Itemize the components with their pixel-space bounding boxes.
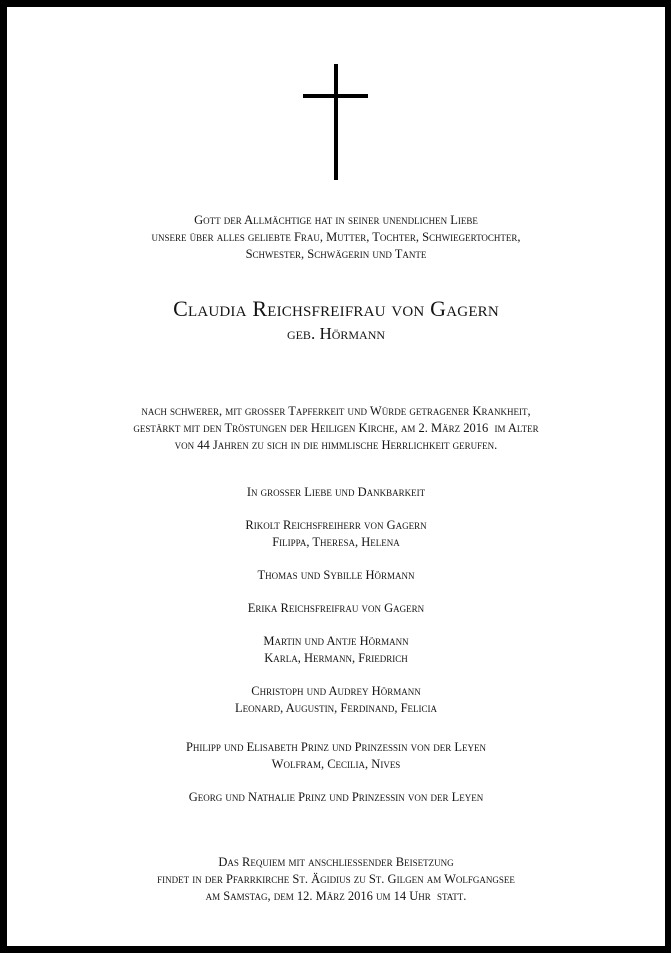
deceased-name: Claudia Reichsfreifrau von Gagern xyxy=(173,296,499,321)
intro-line: unsere über alles geliebte Frau, Mutter, Tochter, Schwiegertochter, xyxy=(151,230,521,244)
mourner-line: Georg und Nathalie Prinz und Prinzessin von der Leyen xyxy=(188,790,484,804)
mourner-line: Karla, Hermann, Friedrich xyxy=(264,651,408,665)
funeral-notice xyxy=(7,854,665,905)
mourner-line: Christoph und Audrey Hörmann xyxy=(251,684,421,698)
mourner-group xyxy=(7,567,665,584)
funeral-notice-line: Das Requiem mit anschliessender Beisetzung xyxy=(218,855,454,869)
statement-line: gestärkt mit den Tröstungen der Heiligen Kirche, am 2. März 2016 im Alter xyxy=(133,421,539,435)
mourner-line: Filippa, Theresa, Helena xyxy=(272,535,400,549)
intro-line: Gott der Allmächtige hat in seiner unendlichen Liebe xyxy=(194,213,478,227)
mourner-group xyxy=(7,600,665,617)
mourners-heading: In grosser Liebe und Dankbarkeit xyxy=(246,485,426,499)
deceased-maiden-name: geb. Hörmann xyxy=(286,324,386,343)
mourner-group xyxy=(7,517,665,551)
intro-text xyxy=(7,212,665,263)
mourner-line: Rikolt Reichsfreiherr von Gagern xyxy=(245,518,427,532)
statement-line: nach schwerer, mit grosser Tapferkeit und Würde getragener Krankheit, xyxy=(141,404,531,418)
funeral-notice-line: findet in der Pfarrkirche St. Ägidius zu St. Gilgen am Wolfgangsee xyxy=(157,872,515,886)
mourner-line: Philipp und Elisabeth Prinz und Prinzessin von der Leyen xyxy=(185,740,487,754)
cross-horizontal-bar xyxy=(303,94,368,98)
mourner-group xyxy=(7,633,665,667)
mourners-list xyxy=(7,484,665,806)
cross-vertical-bar xyxy=(334,64,338,180)
mourner-group xyxy=(7,683,665,717)
deceased-block xyxy=(7,295,665,345)
obituary-page xyxy=(7,7,665,946)
mourner-group xyxy=(7,739,665,773)
mourner-line: Erika Reichsfreifrau von Gagern xyxy=(247,601,425,615)
mourner-line: Wolfram, Cecilia, Nives xyxy=(271,757,401,771)
mourner-line: Martin und Antje Hörmann xyxy=(263,634,409,648)
mourner-line: Thomas und Sybille Hörmann xyxy=(257,568,415,582)
mourner-group xyxy=(7,789,665,806)
statement-line: von 44 Jahren zu sich in die himmlische Herrlichkeit gerufen. xyxy=(174,438,498,452)
intro-line: Schwester, Schwägerin und Tante xyxy=(245,247,427,261)
mourner-line: Leonard, Augustin, Ferdinand, Felicia xyxy=(234,701,438,715)
statement-text xyxy=(7,403,665,454)
funeral-notice-line: am Samstag, dem 12. März 2016 um 14 Uhr statt. xyxy=(205,889,467,903)
